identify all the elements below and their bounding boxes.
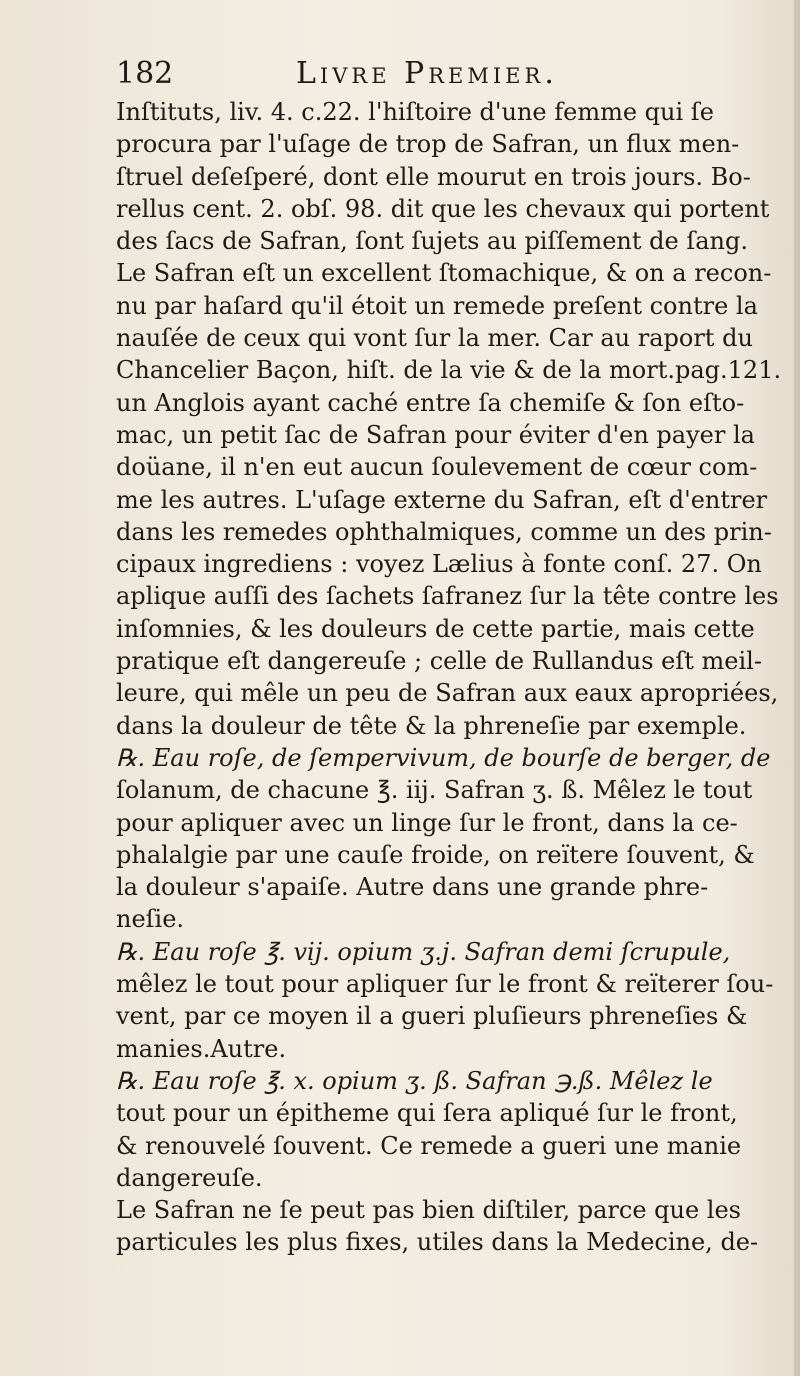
text-line: particules les plus fixes, utiles dans la Medecine, de-	[116, 1228, 759, 1257]
text-line: doüane, il n'en eut aucun ſoulevement de cœur com-	[116, 453, 758, 482]
text-line: leure, qui mêle un peu de Safran aux eaux apropriées,	[116, 679, 779, 708]
text-line: des ſacs de Safran, ſont ſujets au piſſement de ſang.	[116, 227, 748, 256]
text-line: un Anglois ayant caché entre ſa chemiſe & ſon eſto-	[116, 388, 745, 417]
text-line: tout pour un épitheme qui ſera apliqué ſur le front,	[116, 1099, 738, 1128]
page-number: 182	[116, 56, 174, 91]
text-line: la douleur s'apaiſe. Autre dans une grande phre-	[116, 873, 709, 902]
text-line: nu par haſard qu'il étoit un remede preſent contre la	[116, 291, 758, 320]
text-line: dans la douleur de tête & la phreneſie par exemple.	[116, 711, 747, 740]
text-line: inſomnies, & les douleurs de cette partie, mais cette	[116, 614, 755, 643]
text-line: dans les remedes ophthalmiques, comme un des prin-	[116, 517, 772, 546]
text-line: pratique eſt dangereuſe ; celle de Rullandus eſt meil-	[116, 647, 762, 676]
recipe-line: ℞. Eau roſe ℥. x. opium ʒ. ß. Safran ℈.ß. Mêlez le	[116, 1066, 713, 1095]
page-header	[116, 56, 656, 96]
text-line: Le Safran ne ſe peut pas bien diſtiler, parce que les	[116, 1196, 741, 1225]
text-line: dangereuſe.	[116, 1163, 263, 1192]
text-line: ſolanum, de chacune ℥. iij. Safran ʒ. ß. Mêlez le tout	[116, 776, 753, 805]
text-line: & renouvelé ſouvent. Ce remede a gueri une manie	[116, 1131, 742, 1160]
text-line: nauſée de ceux qui vont ſur la mer. Car au raport du	[116, 324, 753, 353]
text-line: procura par l'uſage de trop de Safran, un flux men-	[116, 130, 740, 159]
running-title: Livre Premier.	[296, 56, 558, 91]
text-line: mêlez le tout pour apliquer ſur le front & reïterer ſou-	[116, 970, 774, 999]
text-line: Chancelier Baçon, hiſt. de la vie & de la mort.pag.121.	[116, 356, 782, 385]
text-line: ſtruel deſeſperé, dont elle mourut en trois jours. Bo-	[116, 162, 751, 191]
text-line: aplique auſſi des ſachets ſafranez ſur la tête contre les	[116, 582, 779, 611]
recipe-line: ℞. Eau roſe, de ſempervivum, de bourſe de berger, de	[116, 743, 771, 772]
text-line: cipaux ingrediens : voyez Lælius à fonte conſ. 27. On	[116, 550, 762, 579]
text-line: Inſtituts, liv. 4. c.22. l'hiſtoire d'une femme qui ſe	[116, 98, 714, 126]
text-line: vent, par ce moyen il a gueri pluſieurs phreneſies &	[116, 1002, 748, 1031]
text-line: neſie.	[116, 905, 185, 934]
text-line: manies.Autre.	[116, 1034, 287, 1063]
page-edge	[794, 0, 800, 1376]
recipe-line: ℞. Eau roſe ℥. vij. opium ʒ.j. Safran demi ſcrupule,	[116, 937, 731, 966]
body-text	[116, 96, 796, 1259]
text-line: me les autres. L'uſage externe du Safran, eſt d'entrer	[116, 485, 768, 514]
text-line: rellus cent. 2. obſ. 98. dit que les chevaux qui portent	[116, 194, 770, 223]
text-line: mac, un petit ſac de Safran pour éviter d'en payer la	[116, 420, 755, 449]
text-line: Le Safran eſt un excellent ſtomachique, & on a recon-	[116, 259, 772, 288]
text-line: pour apliquer avec un linge ſur le front, dans la ce-	[116, 808, 738, 837]
text-line: phalalgie par une cauſe froide, on reïtere ſouvent, &	[116, 840, 755, 869]
